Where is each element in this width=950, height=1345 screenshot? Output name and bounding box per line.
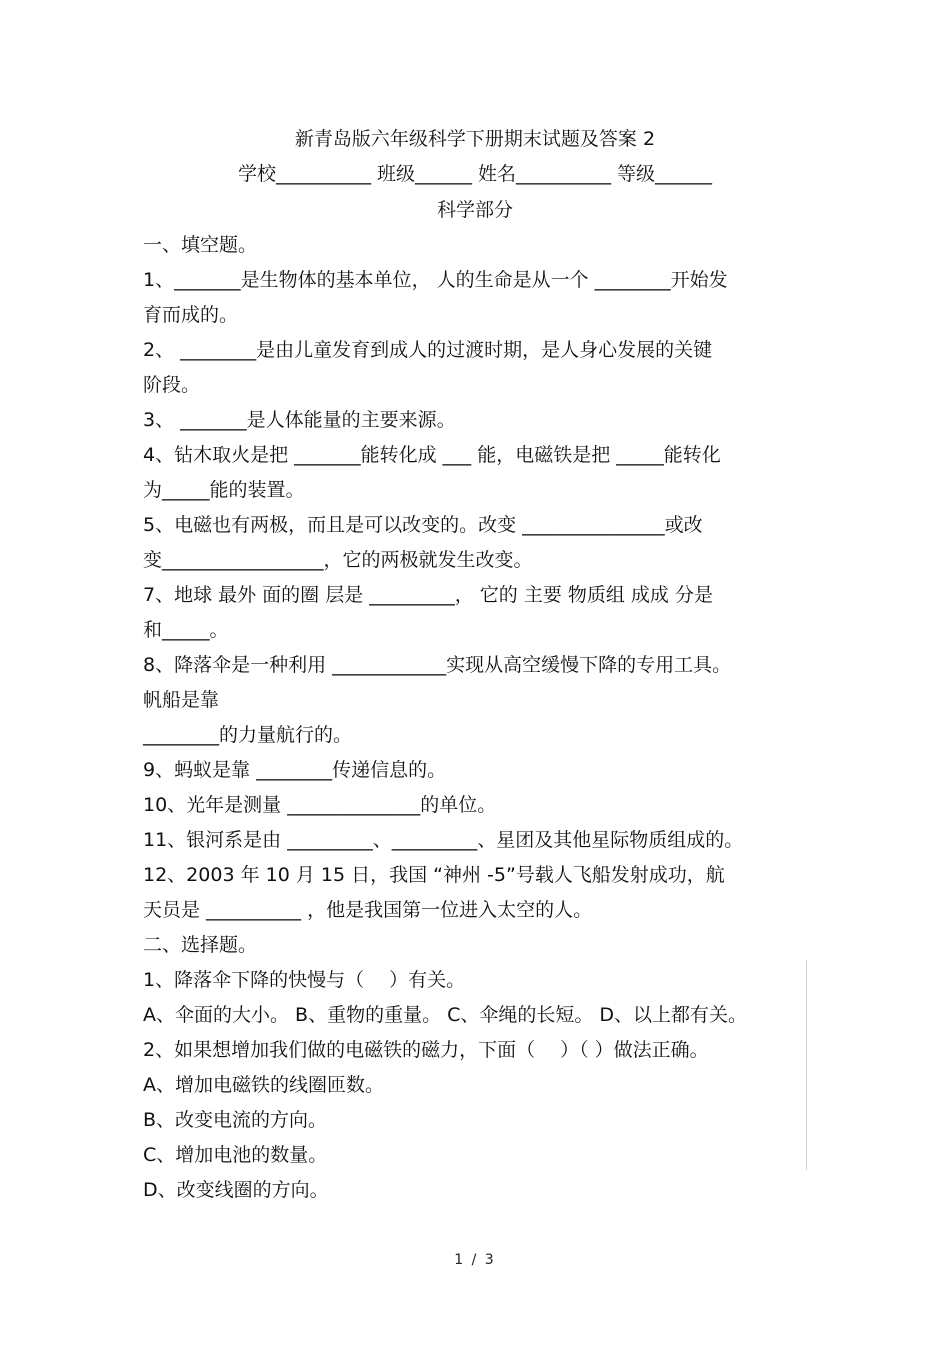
text-line: 8、降落伞是一种利用 ____________实现从高空缓慢下降的专用工具。	[143, 654, 732, 676]
text-line: 12、2003 年 10 月 15 日，我国 “神州 -5”号载人飞船发射成功，航	[143, 864, 725, 886]
text-line: 天员是 __________ ，他是我国第一位进入太空的人。	[143, 899, 593, 921]
text-line: 帆船是靠	[143, 689, 220, 711]
text-line: C、增加电池的数量。	[143, 1144, 328, 1166]
text-line: 1、降落伞下降的快慢与（ ）有关。	[143, 969, 466, 991]
text-line: ________的力量航行的。	[143, 724, 353, 746]
margin-rule	[806, 960, 807, 1170]
text-line: 一、填空题。	[143, 234, 258, 256]
text-line: 2、如果想增加我们做的电磁铁的磁力，下面（ ）（ ）做法正确。	[143, 1039, 709, 1061]
text-line: 9、蚂蚁是靠 ________传递信息的。	[143, 759, 447, 781]
text-line: B、改变电流的方向。	[143, 1109, 328, 1131]
text-line: 4、钻木取火是把 _______能转化成 ___ 能，电磁铁是把 _____能转化	[143, 444, 721, 466]
text-line: 变_________________，它的两极就发生改变。	[143, 549, 533, 571]
text-line: 1、_______是生物体的基本单位， 人的生命是从一个 ________开始发	[143, 269, 728, 291]
text-line: 为_____能的装置。	[143, 479, 305, 501]
text-line: 11、银河系是由 _________、_________、星团及其他星际物质组成的。	[143, 829, 744, 851]
text-line: 3、 _______是人体能量的主要来源。	[143, 409, 456, 431]
text-line: 阶段。	[143, 374, 201, 396]
text-line: 育而成的。	[143, 304, 239, 326]
text-line: A、增加电磁铁的线圈匝数。	[143, 1074, 384, 1096]
text-line: 和_____。	[143, 619, 229, 641]
section-title: 科学部分	[436, 199, 513, 221]
text-line: 7、地球 最外 面的圈 层是 _________， 它的 主要 物质组 成成 分是	[143, 584, 713, 606]
page-number: 1 / 3	[454, 1252, 496, 1268]
text-line: 2、 ________是由儿童发育到成人的过渡时期，是人身心发展的关键	[143, 339, 713, 361]
document-title: 新青岛版六年级科学下册期末试题及答案 2	[294, 128, 656, 150]
text-line: 5、电磁也有两极，而且是可以改变的。改变 _______________或改	[143, 514, 703, 536]
student-info-line: 学校__________ 班级______ 姓名__________ 等级______	[237, 163, 713, 185]
text-line: D、改变线圈的方向。	[143, 1179, 329, 1201]
text-line: 10、光年是测量 ______________的单位。	[143, 794, 497, 816]
text-line: A、伞面的大小。 B、重物的重量。 C、伞绳的长短。 D、以上都有关。	[143, 1004, 748, 1026]
text-line: 二、选择题。	[143, 934, 258, 956]
